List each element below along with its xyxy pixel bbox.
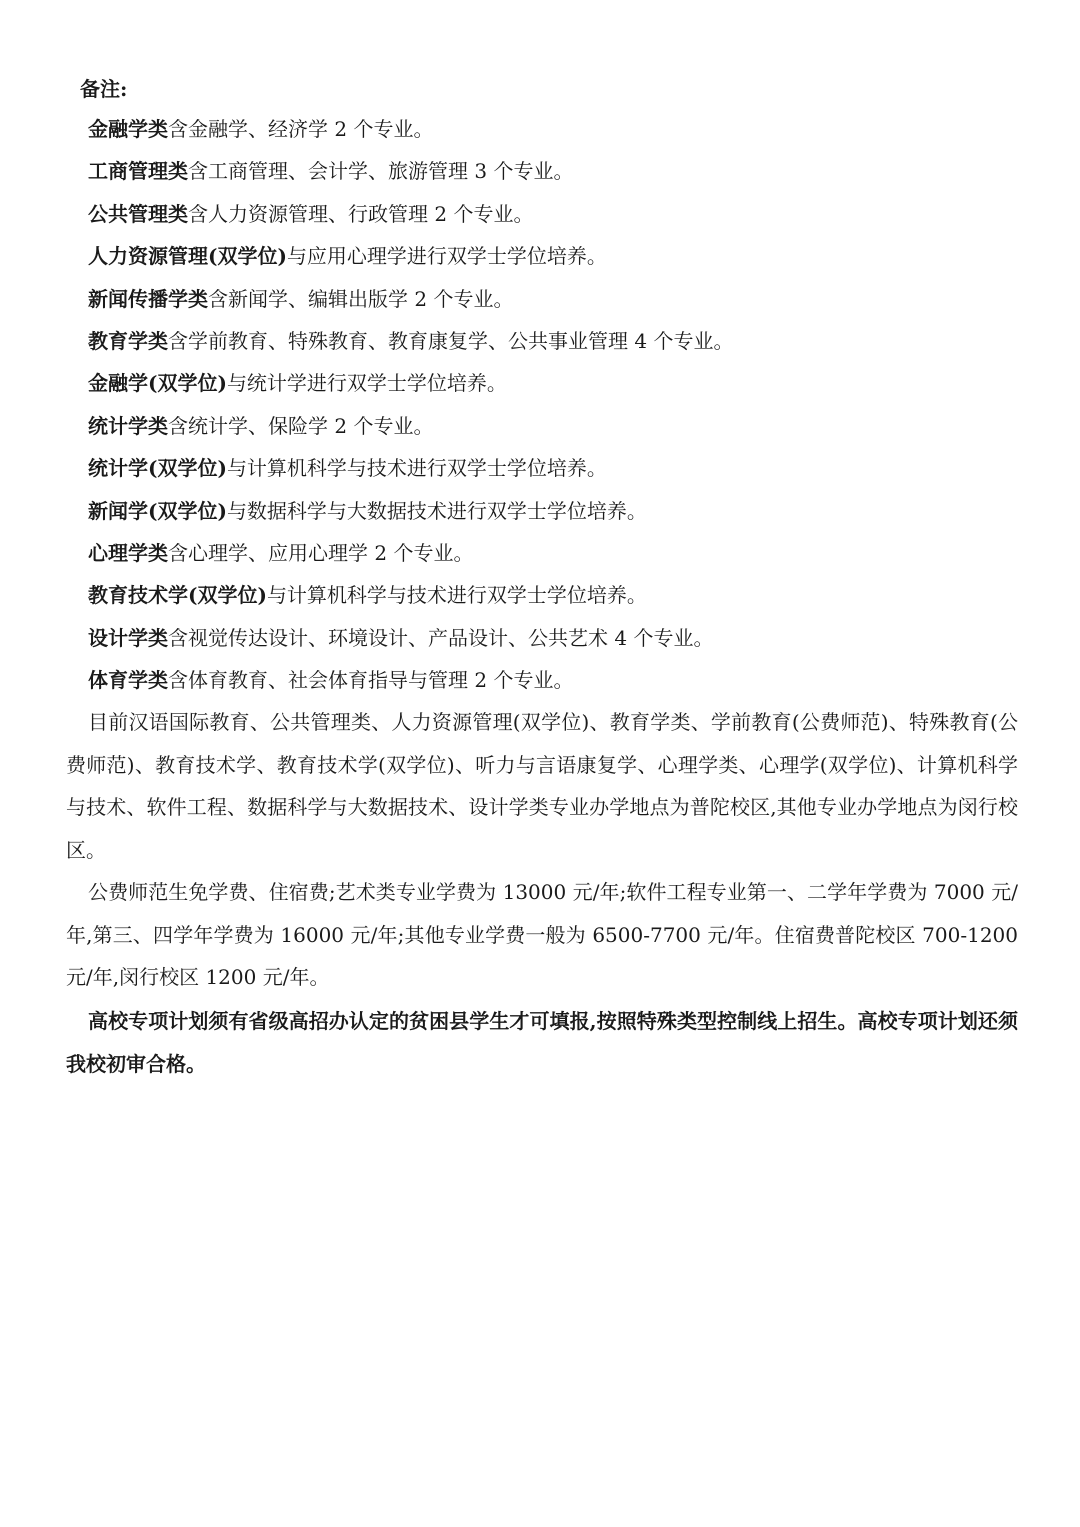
note-term: 统计学(双学位): [88, 456, 227, 481]
note-item: [88, 623, 1038, 653]
note-term: 体育学类: [88, 668, 168, 693]
note-item: [88, 665, 1038, 695]
note-desc: 含视觉传达设计、环境设计、产品设计、公共艺术 4 个专业。: [168, 625, 714, 650]
note-term: 新闻学(双学位): [88, 498, 227, 523]
note-term: 教育学类: [88, 328, 168, 353]
note-desc: 含学前教育、特殊教育、教育康复学、公共事业管理 4 个专业。: [168, 328, 734, 353]
note-item: [88, 114, 1038, 144]
note-item: [88, 284, 1038, 314]
note-item: [88, 453, 1038, 483]
note-term: 统计学类: [88, 413, 168, 438]
note-item: [88, 199, 1038, 229]
notes-list: [88, 114, 1038, 707]
note-desc: 含体育教育、社会体育指导与管理 2 个专业。: [168, 668, 574, 693]
note-term: 人力资源管理(双学位): [88, 244, 287, 269]
note-desc: 含心理学、应用心理学 2 个专业。: [168, 540, 474, 565]
notes-heading: 备注:: [80, 77, 128, 101]
note-term: 金融学(双学位): [88, 371, 227, 396]
note-desc: 含人力资源管理、行政管理 2 个专业。: [188, 201, 534, 226]
note-item: [88, 538, 1038, 568]
note-desc: 与计算机科学与技术进行双学士学位培养。: [266, 583, 647, 608]
special-plan-paragraph: 高校专项计划须有省级高招办认定的贫困县学生才可填报,按照特殊类型控制线上招生。高校专项计划还须我校初审合格。: [66, 1009, 1018, 1076]
note-desc: 与数据科学与大数据技术进行双学士学位培养。: [226, 498, 647, 523]
note-item: [88, 368, 1038, 398]
note-term: 公共管理类: [88, 201, 188, 226]
campus-location-paragraph: 目前汉语国际教育、公共管理类、人力资源管理(双学位)、教育学类、学前教育(公费师范)、特殊教育(公费师范)、教育技术学、教育技术学(双学位)、听力与言语康复学、心理学类、心理学(双学位)、计算机科学与技术、软件工程、数据科学与大数据技术、设计学类专业办学地点为普陀校区,其他专业办学地点为闵行校区。: [66, 710, 1018, 862]
note-item: [88, 326, 1038, 356]
note-item: [88, 241, 1038, 271]
note-item: [88, 156, 1038, 186]
note-item: [88, 411, 1038, 441]
note-term: 设计学类: [88, 625, 168, 650]
note-desc: 与计算机科学与技术进行双学士学位培养。: [226, 456, 607, 481]
note-desc: 含工商管理、会计学、旅游管理 3 个专业。: [188, 159, 574, 184]
note-term: 教育技术学(双学位): [88, 583, 267, 608]
note-term: 工商管理类: [88, 159, 188, 184]
note-item: [88, 580, 1038, 610]
tuition-fees-paragraph: 公费师范生免学费、住宿费;艺术类专业学费为 13000 元/年;软件工程专业第一、二学年学费为 7000 元/年,第三、四学年学费为 16000 元/年;其他专业学费一般为 6500-7700 元/年。住宿费普陀校区 700-1200 元/年,闵行校区 1200 元/年。: [66, 880, 1018, 989]
note-item: [88, 496, 1038, 526]
note-desc: 含新闻学、编辑出版学 2 个专业。: [208, 286, 514, 311]
note-desc: 含金融学、经济学 2 个专业。: [168, 117, 434, 141]
note-desc: 与应用心理学进行双学士学位培养。: [286, 244, 607, 269]
note-desc: 含统计学、保险学 2 个专业。: [168, 413, 434, 438]
note-term: 新闻传播学类: [88, 286, 208, 311]
note-desc: 与统计学进行双学士学位培养。: [226, 371, 507, 396]
note-term: 心理学类: [88, 540, 168, 565]
note-term: 金融学类: [88, 117, 168, 141]
